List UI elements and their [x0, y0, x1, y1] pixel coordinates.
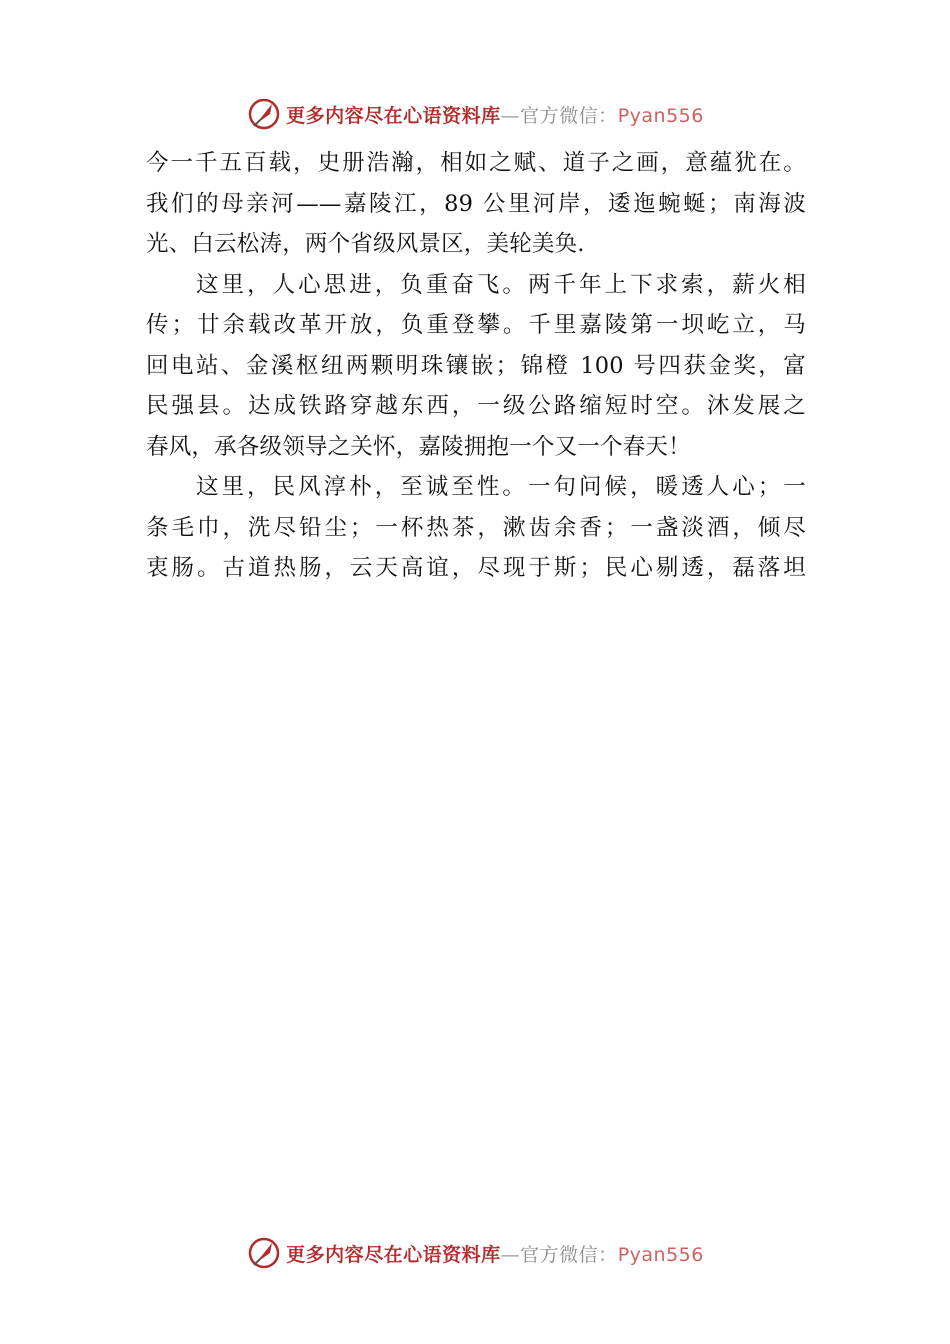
header-banner	[0, 94, 950, 134]
paragraph-2	[146, 265, 806, 468]
banner-gray-text: 官方微信：	[520, 1243, 618, 1266]
banner-red-text: 更多内容尽在心语资料库	[286, 104, 501, 127]
text-line: 光、白云松涛，两个省级风景区，美轮美奂.	[146, 231, 585, 257]
text-line: 衷肠。古道热肠，云天高谊，尽现于斯；民心剔透，磊落坦	[146, 555, 806, 581]
paragraph-3	[146, 467, 806, 589]
text-line: 我们的母亲河——嘉陵江，89 公里河岸，逶迤蜿蜒；南海波	[146, 190, 806, 217]
text-line: 这里，民风淳朴，至诚至性。一句问候，暖透人心；一	[196, 474, 806, 500]
text-line: 条毛巾，洗尽铅尘；一杯热茶，漱齿余香；一盏淡酒，倾尽	[146, 514, 806, 541]
banner-id-text: Pyan556	[617, 1243, 704, 1266]
document-body	[146, 143, 806, 589]
banner-text	[286, 1240, 704, 1267]
quill-logo-icon	[246, 96, 282, 132]
banner-text	[286, 101, 704, 128]
text-line: 传；廿余载改革开放，负重登攀。千里嘉陵第一坝屹立，马	[146, 312, 806, 338]
text-line: 春风，承各级领导之关怀，嘉陵拥抱一个又一个春天！	[146, 433, 691, 460]
footer-banner	[0, 1233, 950, 1273]
text-line: 民强县。达成铁路穿越东西，一级公路缩短时空。沐发展之	[146, 393, 806, 419]
text-line: 回电站、金溪枢纽两颗明珠镶嵌；锦橙 100 号四获金奖，富	[146, 352, 806, 379]
quill-logo-icon	[246, 1235, 282, 1271]
text-line: 今一千五百载，史册浩瀚，相如之赋、道子之画，意蕴犹在。	[146, 150, 806, 176]
text-line: 这里，人心思进，负重奋飞。两千年上下求索，薪火相	[196, 271, 806, 298]
banner-red-text: 更多内容尽在心语资料库	[286, 1243, 501, 1266]
banner-dash: —	[500, 1243, 521, 1266]
banner-id-text: Pyan556	[617, 104, 704, 127]
banner-gray-text: 官方微信：	[520, 104, 618, 127]
paragraph-1	[146, 143, 806, 265]
banner-dash: —	[500, 104, 521, 127]
